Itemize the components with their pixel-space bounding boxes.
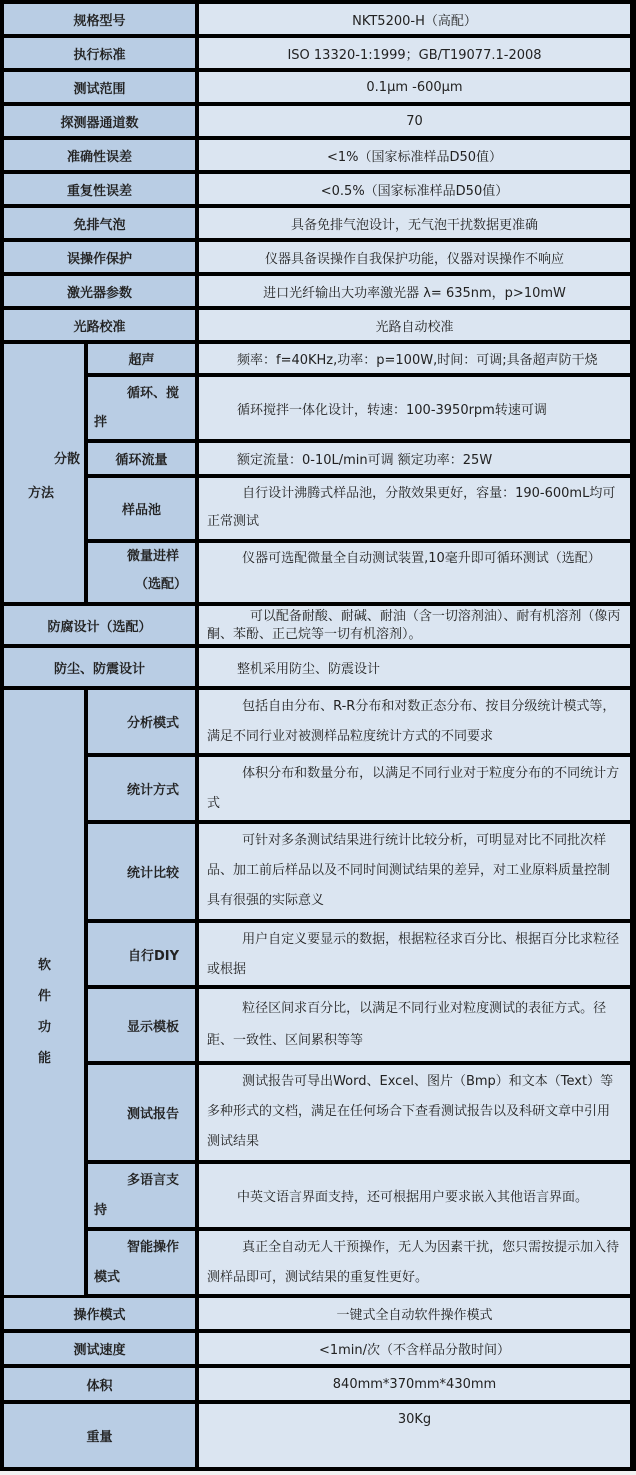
row-value: 进口光纤输出大功率激光器 λ= 635nm，p>10mW — [199, 276, 630, 306]
sub-label-line: 循环、搅 — [126, 386, 179, 401]
sub-label: 统计比较 — [88, 824, 195, 919]
sub-label: 分析模式 — [88, 690, 195, 753]
sub-label — [88, 543, 195, 602]
sub-label: 样品池 — [88, 478, 195, 539]
row-value: 仪器具备误操作自我保护功能，仪器对误操作不响应 — [199, 242, 630, 272]
sub-value: 仪器可选配微量全自动测试装置,10毫升即可循环测试（选配） — [199, 543, 630, 602]
row-value: 840mm*370mm*430mm — [199, 1368, 630, 1400]
group-label-line: 分散 — [53, 452, 80, 467]
sub-label-line: （选配） — [134, 577, 187, 592]
sub-label-line: 模式 — [94, 1270, 121, 1285]
sub-label: 超声 — [88, 344, 195, 373]
row-value: 具备免排气泡设计，无气泡干扰数据更准确 — [199, 208, 630, 238]
row-label: 误操作保护 — [4, 242, 195, 272]
sub-label-line: 拌 — [94, 415, 108, 430]
row-label: 体积 — [4, 1368, 195, 1400]
group-label-char: 软 — [38, 958, 52, 973]
row-label: 探测器通道数 — [4, 106, 195, 136]
sub-label: 显示模板 — [88, 989, 195, 1061]
group-label-char: 功 — [38, 1020, 52, 1035]
sub-label-line: 持 — [94, 1203, 108, 1218]
row-label: 测试速度 — [4, 1333, 195, 1364]
sub-value: 自行设计沸腾式样品池，分散效果更好，容量：190-600mL均可正常测试 — [199, 478, 630, 539]
row-label: 重量 — [4, 1404, 195, 1467]
sub-label: 自行DIY — [88, 923, 195, 985]
row-value: 整机采用防尘、防震设计 — [199, 648, 630, 686]
row-value: NKT5200-H（高配） — [199, 4, 630, 34]
sub-value: 包括自由分布、R-R分布和对数正态分布、按目分级统计模式等，满足不同行业对被测样品粒度统计方式的不同要求 — [199, 690, 630, 753]
sub-label — [88, 1231, 195, 1294]
sub-label — [88, 1164, 195, 1227]
sub-value: 测试报告可导出Word、Excel、图片（Bmp）和文本（Text）等多种形式的文档，满足在任何场合下查看测试报告以及科研文章中引用测试结果 — [199, 1065, 630, 1160]
row-value: 0.1μm -600μm — [199, 72, 630, 102]
group-label-line: 方法 — [28, 486, 55, 501]
row-value: 70 — [199, 106, 630, 136]
sub-value: 用户自定义要显示的数据，根据粒径求百分比、根据百分比求粒径或根据 — [199, 923, 630, 985]
row-label: 操作模式 — [4, 1298, 195, 1329]
sub-value: 粒径区间求百分比，以满足不同行业对粒度测试的表征方式。径距、一致性、区间累积等等 — [199, 989, 630, 1061]
sub-value: 可针对多条测试结果进行统计比较分析，可明显对比不同批次样品、加工前后样品以及不同时间测试结果的差异，对工业原料质量控制具有很强的实际意义 — [199, 824, 630, 919]
sub-label-line: 多语言支 — [126, 1173, 179, 1188]
sub-label: 统计方式 — [88, 757, 195, 820]
row-label: 防尘、防震设计 — [4, 648, 195, 686]
row-label: 测试范围 — [4, 72, 195, 102]
row-value: <1min/次（不含样品分散时间） — [199, 1333, 630, 1364]
row-value: 光路自动校准 — [199, 310, 630, 340]
row-label: 免排气泡 — [4, 208, 195, 238]
group-label-char: 能 — [38, 1051, 52, 1066]
sub-value: 体积分布和数量分布，以满足不同行业对于粒度分布的不同统计方式 — [199, 757, 630, 820]
row-value: ISO 13320-1:1999；GB/T19077.1-2008 — [199, 38, 630, 68]
row-label: 重复性误差 — [4, 174, 195, 204]
sub-label-line: 微量进样 — [126, 549, 179, 564]
sub-label: 循环流量 — [88, 443, 195, 474]
row-label: 光路校准 — [4, 310, 195, 340]
row-value: 一键式全自动软件操作模式 — [199, 1298, 630, 1329]
sub-value: 真正全自动无人干预操作，无人为因素干扰，您只需按提示加入待测样品即可，测试结果的重复性更好。 — [199, 1231, 630, 1294]
row-value: 可以配备耐酸、耐碱、耐油（含一切溶剂油）、耐有机溶剂（像丙酮、苯酚、正己烷等一切有机溶剂）。 — [199, 606, 630, 644]
row-label: 准确性误差 — [4, 140, 195, 170]
sub-label — [88, 377, 195, 439]
group-label-software — [4, 690, 84, 1295]
row-label: 激光器参数 — [4, 276, 195, 306]
row-value: <1%（国家标准样品D50值） — [199, 140, 630, 170]
row-value: <0.5%（国家标准样品D50值） — [199, 174, 630, 204]
row-label: 执行标准 — [4, 38, 195, 68]
sub-value: 频率：f=40KHz,功率：p=100W,时间：可调;具备超声防干烧 — [199, 344, 630, 373]
row-label: 规格型号 — [4, 4, 195, 34]
sub-value: 额定流量：0-10L/min可调 额定功率：25W — [199, 443, 630, 474]
group-label-char: 件 — [38, 989, 52, 1004]
sub-value: 中英文语言界面支持，还可根据用户要求嵌入其他语言界面。 — [199, 1164, 630, 1227]
row-value: 30Kg — [199, 1404, 630, 1467]
sub-label: 测试报告 — [88, 1065, 195, 1160]
sub-value: 循环搅拌一体化设计，转速：100-3950rpm转速可调 — [199, 377, 630, 439]
row-label: 防腐设计（选配） — [4, 606, 195, 644]
group-label-dispersion — [4, 344, 84, 602]
sub-label-line: 智能操作 — [126, 1240, 179, 1255]
